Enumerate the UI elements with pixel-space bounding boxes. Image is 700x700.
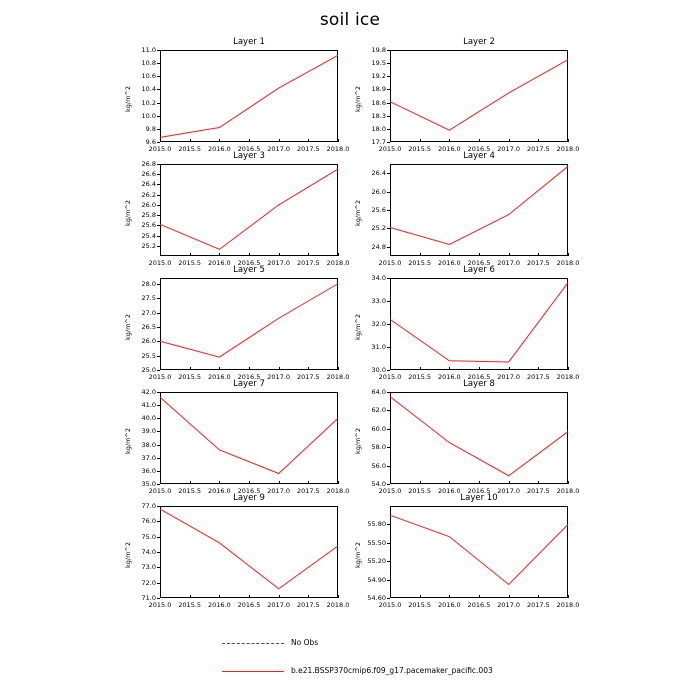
- x-tick-label: 2017.0: [497, 259, 521, 267]
- x-tick-label: 2015.0: [378, 601, 402, 609]
- y-tick-label: 25.5: [141, 351, 156, 360]
- y-tick-label: 39.0: [141, 427, 156, 436]
- y-tick-label: 77.0: [141, 502, 156, 510]
- data-line: [390, 515, 568, 584]
- y-tick-label: 26.0: [141, 337, 156, 346]
- data-line: [390, 397, 568, 476]
- series-layer: [118, 494, 342, 612]
- x-tick-label: 2016.0: [207, 373, 231, 381]
- legend-line-swatch: [222, 671, 284, 672]
- legend-line-swatch: [222, 643, 284, 644]
- x-tick-label: 2015.5: [178, 259, 202, 267]
- y-tick-label: 54.0: [371, 480, 386, 488]
- y-tick-label: 25.2: [371, 224, 386, 233]
- y-tick-label: 10.0: [141, 111, 156, 120]
- x-tick-label: 2017.0: [497, 601, 521, 609]
- series-layer: [348, 494, 572, 612]
- x-tick-label: 2016.5: [237, 259, 261, 267]
- panel-layer-2: [348, 37, 580, 156]
- x-tick-label: 2016.5: [237, 145, 261, 153]
- x-tick-label: 2017.5: [526, 487, 550, 495]
- y-tick-label: 60.0: [371, 424, 386, 433]
- panel-layer-1: [118, 37, 350, 156]
- x-tick-label: 2016.0: [437, 487, 461, 495]
- x-tick-label: 2015.5: [178, 487, 202, 495]
- y-tick-label: 24.8: [371, 242, 386, 251]
- x-tick-label: 2017.0: [267, 145, 291, 153]
- x-tick-label: 2015.0: [148, 601, 172, 609]
- x-tick-label: 2016.5: [237, 487, 261, 495]
- series-layer: [348, 38, 572, 156]
- data-line: [160, 55, 338, 137]
- y-axis-label: kg/m^2: [354, 428, 362, 454]
- y-tick-label: 26.4: [141, 180, 156, 189]
- series-layer: [348, 152, 572, 270]
- y-tick-label: 34.0: [371, 274, 386, 282]
- x-tick-label: 2016.5: [467, 373, 491, 381]
- y-tick-label: 11.0: [141, 46, 156, 54]
- y-tick-label: 32.0: [371, 320, 386, 328]
- x-tick-label: 2017.5: [526, 373, 550, 381]
- chart-legend: [0, 638, 700, 698]
- y-tick-label: 26.6: [141, 170, 156, 179]
- y-tick-label: 19.2: [371, 72, 386, 81]
- x-tick-label: 2016.5: [467, 145, 491, 153]
- panel-title: Layer 5: [233, 265, 265, 275]
- x-tick-label: 2016.0: [437, 373, 461, 381]
- y-tick-label: 37.0: [141, 453, 156, 462]
- x-tick-label: 2017.0: [497, 145, 521, 153]
- y-axis-label: kg/m^2: [354, 86, 362, 112]
- data-line: [390, 283, 568, 362]
- y-tick-label: 18.9: [371, 85, 386, 94]
- x-tick-label: 2016.0: [437, 259, 461, 267]
- y-tick-label: 54.60: [367, 594, 386, 602]
- data-line: [390, 166, 568, 244]
- y-tick-label: 10.2: [141, 98, 156, 107]
- data-line: [160, 169, 338, 249]
- y-tick-label: 40.0: [141, 414, 156, 423]
- y-axis-label: kg/m^2: [124, 200, 132, 226]
- y-axis-label: kg/m^2: [354, 542, 362, 568]
- series-layer: [348, 380, 572, 498]
- x-tick-label: 2015.0: [148, 373, 172, 381]
- x-tick-label: 2016.5: [237, 601, 261, 609]
- y-axis-label: kg/m^2: [124, 428, 132, 454]
- x-tick-label: 2018.0: [556, 373, 580, 381]
- series-layer: [118, 380, 342, 498]
- x-tick-label: 2018.0: [326, 601, 350, 609]
- data-line: [160, 509, 338, 589]
- x-tick-label: 2016.0: [207, 259, 231, 267]
- y-axis-label: kg/m^2: [124, 314, 132, 340]
- panel-layer-4: [348, 151, 580, 270]
- y-tick-label: 25.6: [141, 221, 156, 230]
- x-tick-label: 2017.0: [267, 601, 291, 609]
- x-tick-label: 2015.5: [408, 373, 432, 381]
- y-tick-label: 64.0: [371, 388, 386, 396]
- y-tick-label: 36.0: [141, 466, 156, 475]
- x-tick-label: 2017.0: [267, 373, 291, 381]
- y-tick-label: 72.0: [141, 578, 156, 587]
- y-tick-label: 18.0: [371, 124, 386, 133]
- x-tick-label: 2016.0: [207, 601, 231, 609]
- y-tick-label: 17.7: [371, 138, 386, 146]
- y-tick-label: 42.0: [141, 388, 156, 396]
- y-tick-label: 25.8: [141, 211, 156, 220]
- x-tick-label: 2017.5: [296, 601, 320, 609]
- panel-title: Layer 9: [233, 493, 265, 503]
- y-tick-label: 30.0: [371, 366, 386, 374]
- x-tick-label: 2015.0: [148, 487, 172, 495]
- y-tick-label: 18.6: [371, 98, 386, 107]
- page-title: soil ice: [319, 10, 381, 30]
- y-tick-label: 25.4: [141, 231, 156, 240]
- series-layer: [118, 266, 342, 384]
- y-tick-label: 73.0: [141, 563, 156, 572]
- x-tick-label: 2016.0: [207, 145, 231, 153]
- y-tick-label: 9.6: [145, 138, 156, 146]
- x-tick-label: 2016.5: [467, 487, 491, 495]
- x-tick-label: 2018.0: [556, 601, 580, 609]
- y-tick-label: 55.20: [367, 557, 386, 566]
- panel-title: Layer 8: [463, 379, 495, 389]
- panel-title: Layer 10: [460, 493, 498, 503]
- panel-layer-10: [348, 493, 580, 612]
- x-tick-label: 2015.5: [178, 373, 202, 381]
- y-tick-label: 74.0: [141, 548, 156, 556]
- y-tick-label: 31.0: [371, 343, 386, 351]
- x-tick-label: 2017.5: [526, 259, 550, 267]
- x-tick-label: 2016.0: [437, 145, 461, 153]
- y-tick-label: 10.6: [141, 72, 156, 81]
- series-layer: [118, 38, 342, 156]
- y-tick-label: 25.2: [141, 241, 156, 250]
- x-tick-label: 2017.5: [526, 601, 550, 609]
- y-tick-label: 33.0: [371, 297, 386, 305]
- y-tick-label: 26.0: [371, 187, 386, 196]
- x-tick-label: 2015.5: [178, 145, 202, 153]
- y-tick-label: 58.0: [371, 443, 386, 452]
- y-tick-label: 19.5: [371, 59, 386, 68]
- y-tick-label: 55.50: [367, 538, 386, 547]
- x-tick-label: 2018.0: [556, 145, 580, 153]
- y-tick-label: 55.80: [367, 520, 386, 529]
- x-tick-label: 2015.5: [178, 601, 202, 609]
- y-tick-label: 25.0: [141, 366, 156, 374]
- x-tick-label: 2017.5: [296, 487, 320, 495]
- x-tick-label: 2018.0: [326, 487, 350, 495]
- panel-layer-5: [118, 265, 350, 384]
- panel-layer-7: [118, 379, 350, 498]
- x-tick-label: 2015.5: [408, 259, 432, 267]
- y-tick-label: 76.0: [141, 517, 156, 526]
- y-tick-label: 9.8: [145, 124, 156, 133]
- y-tick-label: 62.0: [371, 406, 386, 415]
- legend-label: No Obs: [291, 638, 319, 647]
- x-tick-label: 2017.5: [296, 373, 320, 381]
- y-tick-label: 26.5: [141, 322, 156, 331]
- panel-layer-3: [118, 151, 350, 270]
- x-tick-label: 2015.0: [378, 145, 402, 153]
- series-layer: [348, 266, 572, 384]
- panel-title: Layer 4: [463, 151, 495, 161]
- x-tick-label: 2015.0: [378, 259, 402, 267]
- panel-layer-8: [348, 379, 580, 498]
- y-tick-label: 71.0: [141, 594, 156, 602]
- y-tick-label: 26.8: [141, 160, 156, 168]
- legend-label: b.e21.BSSP370cmip6.f09_g17.pacemaker_pacific.003: [291, 666, 493, 675]
- x-tick-label: 2015.5: [408, 601, 432, 609]
- y-tick-label: 28.0: [141, 279, 156, 288]
- x-tick-label: 2017.5: [526, 145, 550, 153]
- y-tick-label: 26.0: [141, 200, 156, 209]
- panel-title: Layer 7: [233, 379, 265, 389]
- y-tick-label: 56.0: [371, 461, 386, 470]
- x-tick-label: 2016.0: [207, 487, 231, 495]
- x-tick-label: 2017.0: [267, 487, 291, 495]
- y-tick-label: 35.0: [141, 480, 156, 488]
- y-axis-label: kg/m^2: [124, 542, 132, 568]
- data-line: [160, 397, 338, 473]
- y-axis-label: kg/m^2: [354, 314, 362, 340]
- x-tick-label: 2018.0: [326, 259, 350, 267]
- y-tick-label: 18.3: [371, 111, 386, 120]
- x-tick-label: 2015.5: [408, 487, 432, 495]
- x-tick-label: 2018.0: [556, 259, 580, 267]
- x-tick-label: 2017.5: [296, 259, 320, 267]
- y-tick-label: 26.4: [371, 169, 386, 178]
- x-tick-label: 2017.5: [296, 145, 320, 153]
- x-tick-label: 2018.0: [326, 145, 350, 153]
- y-tick-label: 27.5: [141, 294, 156, 303]
- data-line: [160, 284, 338, 357]
- panel-title: Layer 3: [233, 151, 265, 161]
- y-tick-label: 38.0: [141, 440, 156, 449]
- panel-title: Layer 6: [463, 265, 495, 275]
- x-tick-label: 2015.5: [408, 145, 432, 153]
- y-tick-label: 25.6: [371, 206, 386, 214]
- x-tick-label: 2017.0: [497, 373, 521, 381]
- x-tick-label: 2016.0: [437, 601, 461, 609]
- data-line: [390, 60, 568, 131]
- x-tick-label: 2017.0: [267, 259, 291, 267]
- y-tick-label: 54.90: [367, 575, 386, 584]
- x-tick-label: 2018.0: [556, 487, 580, 495]
- panel-layer-6: [348, 265, 580, 384]
- y-tick-label: 75.0: [141, 532, 156, 541]
- panel-title: Layer 2: [463, 37, 495, 47]
- y-tick-label: 41.0: [141, 401, 156, 410]
- x-tick-label: 2015.0: [148, 259, 172, 267]
- panel-layer-9: [118, 493, 350, 612]
- y-tick-label: 19.8: [371, 46, 386, 54]
- x-tick-label: 2016.5: [237, 373, 261, 381]
- series-layer: [118, 152, 342, 270]
- x-tick-label: 2017.0: [497, 487, 521, 495]
- x-tick-label: 2015.0: [148, 145, 172, 153]
- y-tick-label: 10.8: [141, 59, 156, 68]
- x-tick-label: 2015.0: [378, 487, 402, 495]
- y-axis-label: kg/m^2: [354, 200, 362, 226]
- y-tick-label: 26.2: [141, 190, 156, 199]
- y-axis-label: kg/m^2: [124, 86, 132, 112]
- x-tick-label: 2018.0: [326, 373, 350, 381]
- panel-title: Layer 1: [233, 37, 265, 47]
- x-tick-label: 2016.5: [467, 259, 491, 267]
- y-tick-label: 27.0: [141, 308, 156, 317]
- x-tick-label: 2015.0: [378, 373, 402, 381]
- x-tick-label: 2016.5: [467, 601, 491, 609]
- y-tick-label: 10.4: [141, 85, 156, 94]
